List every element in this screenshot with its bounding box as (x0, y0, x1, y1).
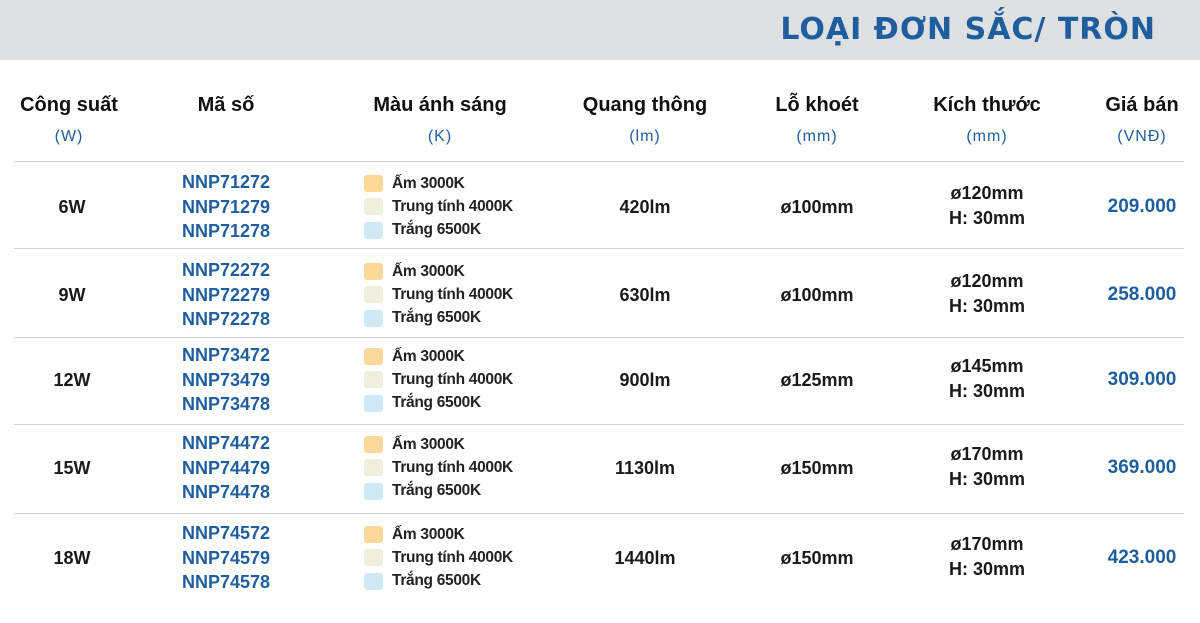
header-size-label: Kích thước (933, 94, 1041, 116)
color-option-white (364, 480, 544, 503)
color-label: Trắng 6500K (392, 572, 481, 590)
cutout-cell: ø100mm (780, 197, 854, 217)
price-cell: 423.000 (1107, 547, 1177, 568)
lumen-cell: 1130lm (614, 458, 676, 478)
color-option-warm (364, 172, 544, 195)
color-option-warm (364, 433, 544, 456)
page-title: LOẠI ĐƠN SẮC/ TRÒN (780, 12, 1156, 47)
neutral-swatch-icon (364, 549, 383, 566)
product-code: NNP74578 (181, 572, 271, 592)
warm-swatch-icon (364, 526, 383, 543)
color-label: Trung tính 4000K (392, 548, 513, 566)
white-swatch-icon (364, 573, 383, 590)
color-label: Ấm 3000K (392, 347, 465, 365)
power-cell: 6W (58, 197, 86, 217)
diameter-value: ø145mm (950, 356, 1024, 376)
product-code-list (166, 343, 286, 417)
neutral-swatch-icon (364, 198, 383, 215)
price-cell: 258.000 (1107, 284, 1177, 305)
header-lumen (570, 94, 720, 146)
header-power (8, 94, 130, 146)
color-label: Ấm 3000K (392, 435, 465, 453)
white-swatch-icon (364, 310, 383, 327)
size-cell (922, 532, 1052, 582)
cutout-cell: ø100mm (780, 285, 854, 305)
color-option-white (364, 392, 544, 415)
diameter-value: ø170mm (950, 444, 1024, 464)
warm-swatch-icon (364, 436, 383, 453)
product-code: NNP74572 (181, 523, 271, 543)
color-option-neutral (364, 368, 544, 391)
product-code-list (166, 258, 286, 332)
row-divider (14, 337, 1184, 338)
power-cell: 18W (53, 548, 91, 568)
product-code: NNP73479 (181, 369, 271, 390)
color-label: Trung tính 4000K (392, 285, 513, 303)
lumen-cell: 1440lm (614, 548, 676, 568)
size-cell (922, 181, 1052, 231)
lumen-cell: 630lm (619, 285, 671, 305)
light-color-list (364, 172, 544, 242)
header-color (364, 94, 516, 146)
product-code: NNP71272 (181, 172, 271, 192)
row-divider (14, 248, 1184, 249)
row-divider (14, 513, 1184, 514)
color-option-white (364, 307, 544, 330)
warm-swatch-icon (364, 348, 383, 365)
color-option-white (364, 570, 544, 593)
white-swatch-icon (364, 222, 383, 239)
price-cell: 309.000 (1107, 369, 1177, 390)
header-size-unit: (mm) (966, 128, 1008, 145)
product-code: NNP72272 (181, 260, 271, 280)
header-power-unit: (W) (54, 128, 84, 145)
header-cutout-unit: (mm) (796, 128, 838, 145)
white-swatch-icon (364, 395, 383, 412)
diameter-value: ø120mm (950, 183, 1024, 203)
size-cell (922, 269, 1052, 319)
lumen-cell: 900lm (619, 370, 671, 390)
product-code-list (166, 170, 286, 244)
header-code (166, 94, 286, 117)
size-cell (922, 354, 1052, 404)
neutral-swatch-icon (364, 286, 383, 303)
product-code: NNP74479 (181, 457, 271, 478)
color-label: Trắng 6500K (392, 394, 481, 412)
color-label: Trắng 6500K (392, 482, 481, 500)
product-code: NNP71278 (181, 221, 271, 241)
header-size (912, 94, 1062, 146)
header-color-unit: (K) (427, 128, 453, 145)
color-option-warm (364, 523, 544, 546)
product-code: NNP74579 (181, 547, 271, 568)
color-option-warm (364, 345, 544, 368)
header-power-label: Công suất (20, 94, 118, 116)
cutout-cell: ø150mm (780, 458, 854, 478)
light-color-list (364, 345, 544, 415)
cutout-cell: ø125mm (780, 370, 854, 390)
color-label: Trung tính 4000K (392, 197, 513, 215)
header-price-label: Giá bán (1105, 94, 1179, 116)
product-code: NNP74478 (181, 482, 271, 502)
height-value: H: 30mm (948, 559, 1026, 579)
product-code-list (166, 521, 286, 595)
price-cell: 209.000 (1107, 196, 1177, 217)
cutout-cell: ø150mm (780, 548, 854, 568)
neutral-swatch-icon (364, 459, 383, 476)
product-code: NNP73478 (181, 394, 271, 414)
color-label: Ấm 3000K (392, 262, 465, 280)
header-price (1090, 94, 1194, 146)
header-cutout (752, 94, 882, 146)
warm-swatch-icon (364, 263, 383, 280)
power-cell: 15W (53, 458, 91, 478)
color-option-neutral (364, 195, 544, 218)
neutral-swatch-icon (364, 371, 383, 388)
product-code: NNP73472 (181, 345, 271, 365)
color-option-neutral (364, 283, 544, 306)
row-divider (14, 424, 1184, 425)
power-cell: 9W (58, 285, 86, 305)
light-color-list (364, 523, 544, 593)
price-cell: 369.000 (1107, 457, 1177, 478)
lumen-cell: 420lm (619, 197, 671, 217)
product-code-list (166, 431, 286, 505)
height-value: H: 30mm (948, 296, 1026, 316)
color-label: Trung tính 4000K (392, 458, 513, 476)
color-label: Trung tính 4000K (392, 370, 513, 388)
header-price-unit: (VNĐ) (1117, 128, 1167, 145)
header-lumen-unit: (lm) (629, 128, 661, 145)
light-color-list (364, 433, 544, 503)
size-cell (922, 442, 1052, 492)
header-color-label: Màu ánh sáng (373, 94, 507, 116)
diameter-value: ø170mm (950, 534, 1024, 554)
row-divider (14, 161, 1184, 162)
header-lumen-label: Quang thông (582, 94, 708, 116)
color-label: Trắng 6500K (392, 309, 481, 327)
warm-swatch-icon (364, 175, 383, 192)
product-code: NNP72279 (181, 284, 271, 305)
diameter-value: ø120mm (950, 271, 1024, 291)
header-cutout-label: Lỗ khoét (775, 94, 859, 116)
height-value: H: 30mm (948, 381, 1026, 401)
height-value: H: 30mm (948, 469, 1026, 489)
header-code-label: Mã số (197, 94, 255, 116)
height-value: H: 30mm (948, 208, 1026, 228)
color-label: Ấm 3000K (392, 525, 465, 543)
product-code: NNP74472 (181, 433, 271, 453)
product-code: NNP72278 (181, 309, 271, 329)
light-color-list (364, 260, 544, 330)
white-swatch-icon (364, 483, 383, 500)
color-option-neutral (364, 546, 544, 569)
color-label: Trắng 6500K (392, 221, 481, 239)
product-code: NNP71279 (181, 196, 271, 217)
color-option-warm (364, 260, 544, 283)
power-cell: 12W (53, 370, 91, 390)
color-label: Ấm 3000K (392, 174, 465, 192)
color-option-neutral (364, 456, 544, 479)
color-option-white (364, 219, 544, 242)
